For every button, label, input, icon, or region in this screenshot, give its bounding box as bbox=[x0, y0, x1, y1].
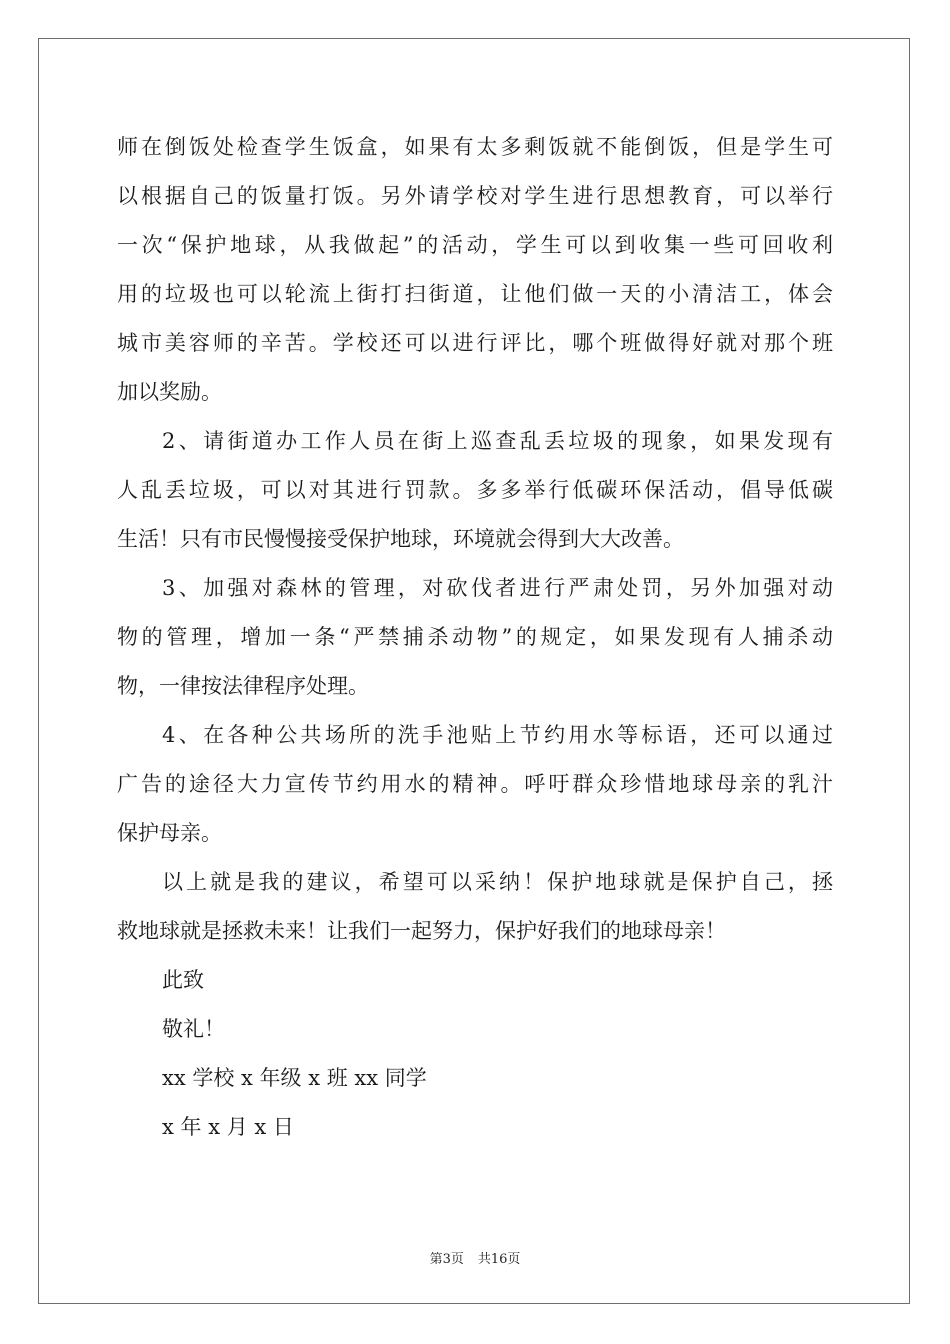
letter-body bbox=[117, 123, 833, 1152]
text-line: 加以奖励。 bbox=[117, 380, 222, 404]
text-line: 4、在各种公共场所的洗手池贴上节约用水等标语，还可以通过 bbox=[162, 723, 833, 747]
regards: 敬礼！ bbox=[162, 1017, 225, 1041]
paragraph-1 bbox=[117, 123, 833, 417]
letter-closing bbox=[117, 956, 833, 1152]
page-number: 第3页 bbox=[429, 1252, 464, 1267]
paragraph-2 bbox=[117, 417, 833, 564]
paragraph-5 bbox=[117, 858, 833, 956]
text-line: 物的管理，增加一条“严禁捕杀动物”的规定，如果发现有人捕杀动 bbox=[117, 625, 833, 649]
salutation: 此致 bbox=[162, 968, 204, 992]
text-line: 人乱丢垃圾，可以对其进行罚款。多多举行低碳环保活动，倡导低碳 bbox=[117, 478, 833, 502]
text-line: 2、请街道办工作人员在街上巡查乱丢垃圾的现象，如果发现有 bbox=[162, 429, 833, 453]
paragraph-4 bbox=[117, 711, 833, 858]
text-line: 以上就是我的建议，希望可以采纳！保护地球就是保护自己，拯 bbox=[162, 870, 833, 894]
text-line: 师在倒饭处检查学生饭盒，如果有太多剩饭就不能倒饭，但是学生可 bbox=[117, 135, 833, 159]
text-line: 一次“保护地球，从我做起”的活动，学生可以到收集一些可回收利 bbox=[117, 233, 833, 257]
text-line: 3、加强对森林的管理，对砍伐者进行严肃处罚，另外加强对动 bbox=[162, 576, 833, 600]
text-line: 物，一律按法律程序处理。 bbox=[117, 674, 369, 698]
signature: xx 学校 x 年级 x 班 xx 同学 bbox=[162, 1066, 427, 1090]
page-total: 共16页 bbox=[477, 1252, 521, 1267]
text-line: 用的垃圾也可以轮流上街打扫街道，让他们做一天的小清洁工，体会 bbox=[117, 282, 833, 306]
text-line: 城市美容师的辛苦。学校还可以进行评比，哪个班做得好就对那个班 bbox=[117, 331, 833, 355]
page-footer bbox=[0, 1248, 950, 1267]
text-line: 生活！只有市民慢慢接受保护地球，环境就会得到大大改善。 bbox=[117, 527, 684, 551]
text-line: 保护母亲。 bbox=[117, 821, 222, 845]
date: x 年 x 月 x 日 bbox=[162, 1115, 294, 1139]
text-line: 救地球就是拯救未来！让我们一起努力，保护好我们的地球母亲！ bbox=[117, 919, 726, 943]
text-line: 以根据自己的饭量打饭。另外请学校对学生进行思想教育，可以举行 bbox=[117, 184, 833, 208]
text-line: 广告的途径大力宣传节约用水的精神。呼吁群众珍惜地球母亲的乳汁 bbox=[117, 772, 833, 796]
paragraph-3 bbox=[117, 564, 833, 711]
